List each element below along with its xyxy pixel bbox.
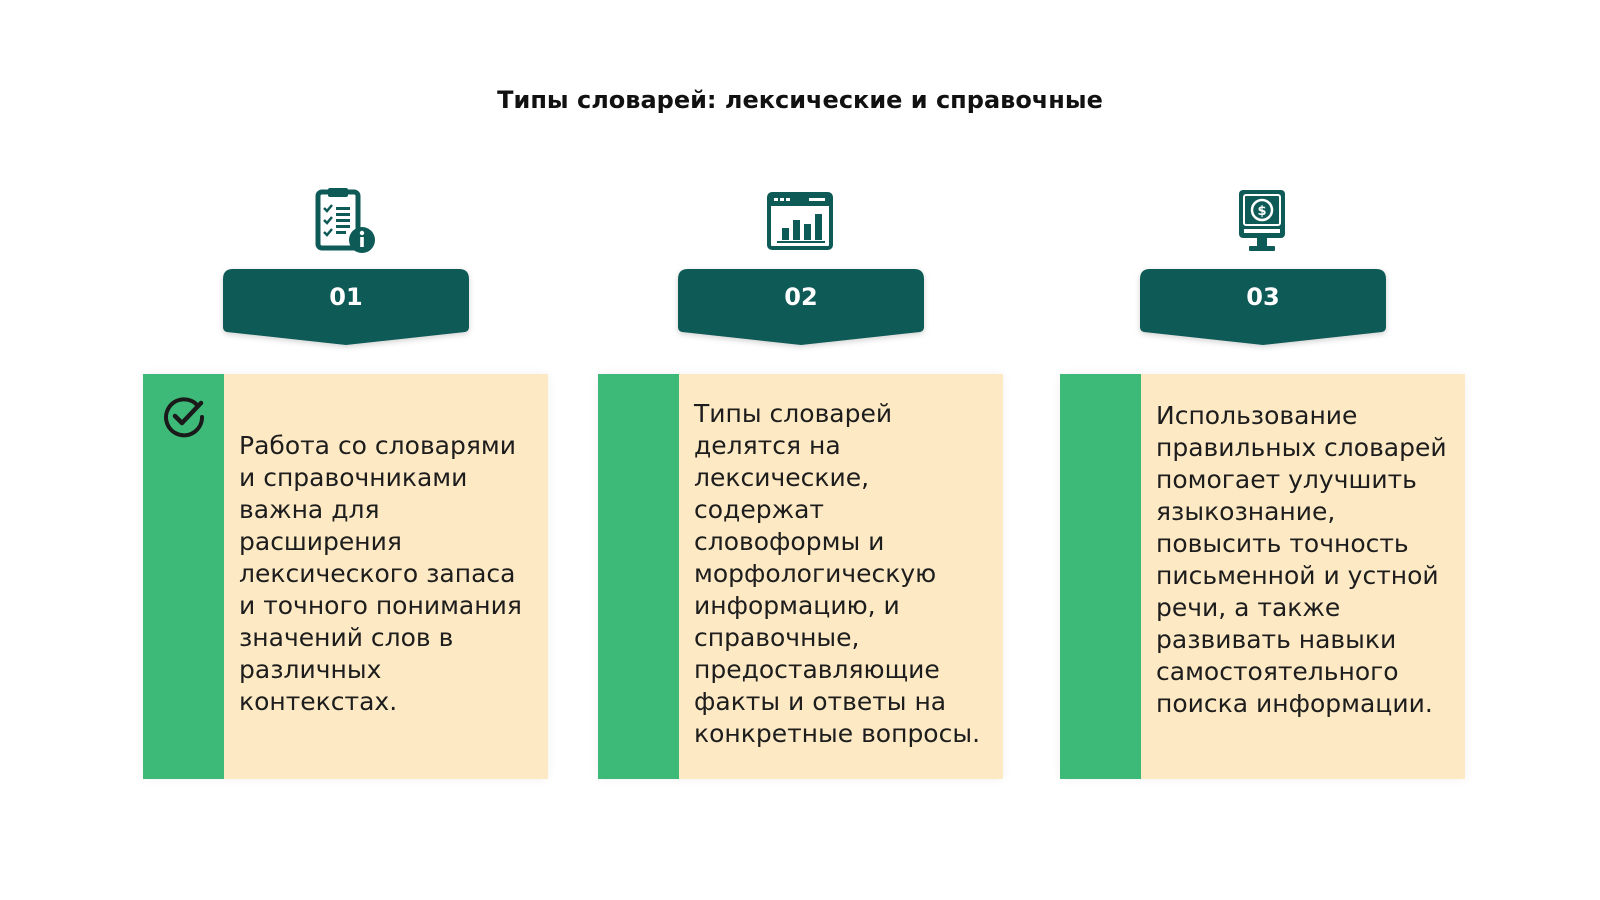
- check-circle-icon: [161, 394, 207, 440]
- card-text-1: Работа со словарями и справочниками важна для расширения лексического запаса и точного понимания значений слов в различных контекстах.: [239, 431, 522, 716]
- card-column-3: [1060, 0, 1465, 900]
- browser-bar-chart-icon: [765, 186, 835, 256]
- info-card-3: [1060, 374, 1465, 779]
- monitor-dollar-icon: [1227, 186, 1297, 256]
- card-column-2: [598, 0, 1003, 900]
- card-text-3: Использование правильных словарей помогает улучшить языкознание, повысить точность письменной и устной речи, а также развивать навыки самостоятельного поиска информации.: [1156, 401, 1447, 718]
- card-accent-strip: [143, 374, 224, 779]
- slide-title: Типы словарей: лексические и справочные: [497, 86, 1103, 114]
- card-accent-strip: [598, 374, 679, 779]
- svg-text:$: $: [1257, 204, 1267, 219]
- card-column-1: [143, 0, 548, 900]
- step-number-1: 01: [329, 283, 363, 311]
- step-number-2: 02: [784, 283, 818, 311]
- clipboard-checklist-info-icon: [310, 186, 380, 256]
- step-banner-2: [678, 269, 924, 347]
- step-number-3: 03: [1246, 283, 1280, 311]
- card-accent-strip: [1060, 374, 1141, 779]
- info-card-1: [143, 374, 548, 779]
- step-banner-3: [1140, 269, 1386, 347]
- step-banner-1: [223, 269, 469, 347]
- info-card-2: [598, 374, 1003, 779]
- card-text-2: Типы словарей делятся на лексические, содержат словоформы и морфологическую информацию, и справочные, предоставляющие факты и ответы на конкретные вопросы.: [694, 399, 981, 748]
